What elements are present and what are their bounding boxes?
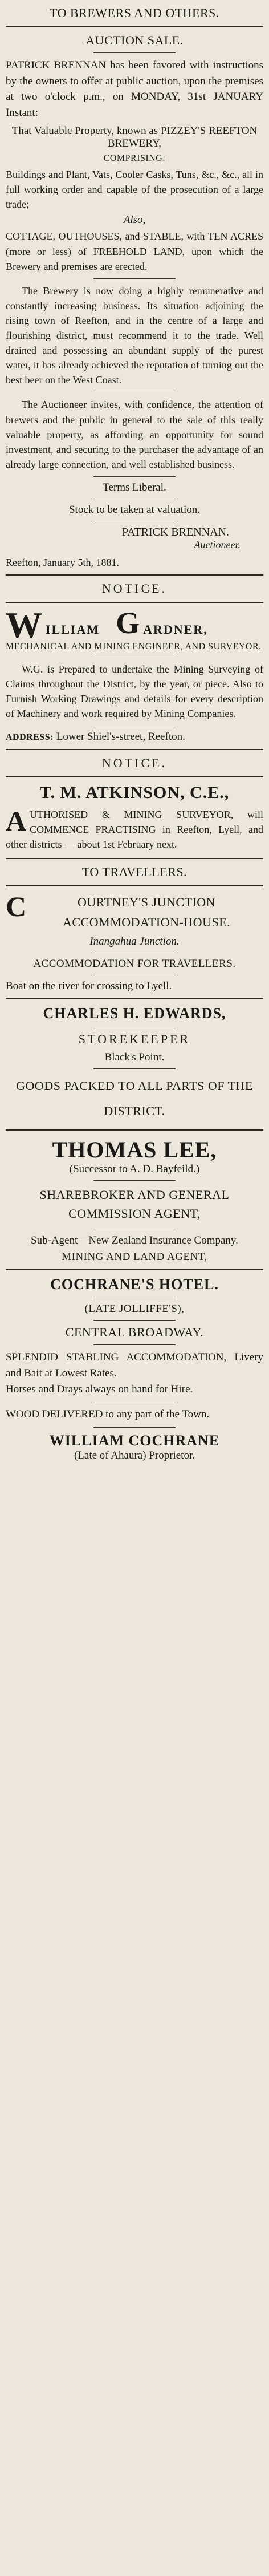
cochrane-hotel-ad <box>6 1276 263 1461</box>
cochrane-signature-sub: (Late of Ahaura) Proprietor. <box>74 1449 195 1461</box>
auctioneer-invitation: The Auctioneer invites, with confidence, the attention of brewers and the public in general to the sale of this really valuable property, as affording an opportunity for sound investment, and securing to the purchaser the advantage of an already large connection, and well established business. <box>6 399 263 470</box>
thomas-lee-ad <box>6 1136 263 1264</box>
gardner-notice-ad <box>6 581 263 743</box>
divider <box>93 1320 176 1321</box>
divider <box>93 1068 176 1069</box>
auctioneer-role: Auctioneer. <box>194 538 241 550</box>
courtney-title-block <box>6 892 263 932</box>
gardner-name-b: ARDNER, <box>143 622 208 637</box>
auction-intro: PATRICK BRENNAN has been favored with instructions by the owners to offer at public auction, upon the premises at two o'clock p.m., on MONDAY, 31st JANUARY Instant: <box>6 59 263 119</box>
divider <box>93 1180 176 1181</box>
gardner-name-block <box>6 604 263 652</box>
section-rule <box>6 998 263 999</box>
travellers-header: TO TRAVELLERS. <box>81 864 188 879</box>
accommodation-line: ACCOMMODATION FOR TRAVELLERS. <box>33 957 236 970</box>
atkinson-name: T. M. ATKINSON, C.E., <box>39 783 230 803</box>
lee-name: THOMAS LEE, <box>52 1136 217 1163</box>
divider <box>93 278 176 279</box>
comprising-label: COMPRISING: <box>103 153 166 164</box>
courtney-junction-ad <box>6 865 263 993</box>
courtney-title: OURTNEY'S JUNCTION ACCOMMODATION-HOUSE. <box>62 894 231 929</box>
lee-role-insurance: Sub-Agent—New Zealand Insurance Company. <box>31 1234 238 1246</box>
cochrane-signature: WILLIAM COCHRANE <box>49 1432 220 1449</box>
cochrane-horses: Horses and Drays always on hand for Hire. <box>6 1383 193 1395</box>
divider <box>93 52 176 53</box>
stock-text: Stock to be taken at valuation. <box>68 503 201 516</box>
address-label: ADDRESS: <box>6 732 54 743</box>
gardner-body: W.G. is Prepared to undertake the Mining Surveying of Claims throughout the District, by the year, or piece. Also to Furnish Working Drawings and details for every description of Machinery and work required by Mining Companies. <box>6 663 263 720</box>
property-intro: That Valuable Property, known as PIZZEY'S REEFTON BREWERY, <box>11 125 258 150</box>
also-label: Also, <box>123 214 146 226</box>
terms-text: Terms Liberal. <box>103 481 166 493</box>
atkinson-notice-label: NOTICE. <box>101 756 168 771</box>
gardner-role: MECHANICAL AND MINING ENGINEER, AND SURVEYOR. <box>6 641 262 651</box>
atkinson-body-block <box>6 807 263 852</box>
edwards-name: CHARLES H. EDWARDS, <box>43 1005 226 1022</box>
section-rule <box>6 1269 263 1270</box>
divider <box>93 1344 176 1345</box>
auction-title: AUCTION SALE. <box>85 33 184 47</box>
drop-cap-c: C <box>6 890 27 922</box>
brewery-description: The Brewery is now doing a highly remunerative and constantly increasing business. Its situation adjoining the rising town of Reefton, and in the centre of a large and flourishing district, must recommend it to the trade. Well drained and possessing an abundant supply of the purest water, it has already achieved the reputation of turning out the best beer on the West Coast. <box>6 285 263 386</box>
lee-role-mining: MINING AND LAND AGENT, <box>62 1251 207 1263</box>
cochrane-wood: WOOD DELIVERED to any part of the Town. <box>6 1408 210 1421</box>
gardner-address-line <box>6 731 263 743</box>
atkinson-body: UTHORISED & MINING SURVEYOR, will COMMENCE PRACTISING in Reefton, Lyell, and other districts — about 1st February next. <box>6 809 263 850</box>
edwards-goods: GOODS PACKED TO ALL PARTS OF THE DISTRICT. <box>16 1078 253 1118</box>
brewery-auction-ad <box>6 6 263 569</box>
section-rule <box>6 749 263 750</box>
boat-line: Boat on the river for crossing to Lyell. <box>6 979 172 992</box>
drop-cap-g: G <box>116 605 140 640</box>
newspaper-column <box>6 0 263 2573</box>
edwards-role: STOREKEEPER <box>78 1031 191 1046</box>
divider <box>93 476 176 477</box>
divider <box>6 885 263 886</box>
divider <box>6 776 263 777</box>
edwards-ad <box>6 1005 263 1124</box>
section-rule <box>6 574 263 576</box>
cochrane-address: CENTRAL BROADWAY. <box>65 1325 204 1340</box>
lee-successor: (Successor to A. D. Bayfeild.) <box>69 1163 200 1175</box>
divider <box>6 26 263 27</box>
edwards-location: Black's Point. <box>104 1051 165 1063</box>
auction-header: TO BREWERS AND OTHERS. <box>50 6 219 20</box>
drop-cap-w: W <box>6 604 42 645</box>
lee-role-sharebroker: SHAREBROKER AND GENERAL COMMISSION AGENT, <box>39 1187 230 1221</box>
gardner-notice-label: NOTICE. <box>101 581 168 596</box>
section-rule <box>6 1129 263 1131</box>
divider <box>93 1427 176 1428</box>
courtney-location: Inangahua Junction. <box>89 935 180 947</box>
divider <box>6 602 263 603</box>
cottage-text: COTTAGE, OUTHOUSES, and STABLE, with TEN ACRES (more or less) of FREEHOLD LAND, upon which the Brewery and premises are erected. <box>6 230 263 272</box>
auction-dateline: Reefton, January 5th, 1881. <box>6 556 119 568</box>
cochrane-stabling: SPLENDID STABLING ACCOMMODATION, Livery and Bait at Lowest Rates. <box>6 1351 263 1379</box>
atkinson-notice-ad <box>6 756 263 852</box>
section-rule <box>6 858 263 859</box>
cochrane-late: (LATE JOLLIFFE'S), <box>84 1303 185 1315</box>
gardner-address: Lower Shiel's-street, Reefton. <box>56 731 185 743</box>
gardner-name-a: ILLIAM <box>46 622 100 637</box>
cochrane-title: COCHRANE'S HOTEL. <box>50 1276 219 1293</box>
drop-cap-a: A <box>6 805 27 837</box>
comprising-text: Buildings and Plant, Vats, Cooler Casks, Tuns, &c., &c., all in full working order and capable of the prosecution of a large trade; <box>6 169 263 210</box>
auctioneer-signature: PATRICK BRENNAN. <box>121 525 229 538</box>
